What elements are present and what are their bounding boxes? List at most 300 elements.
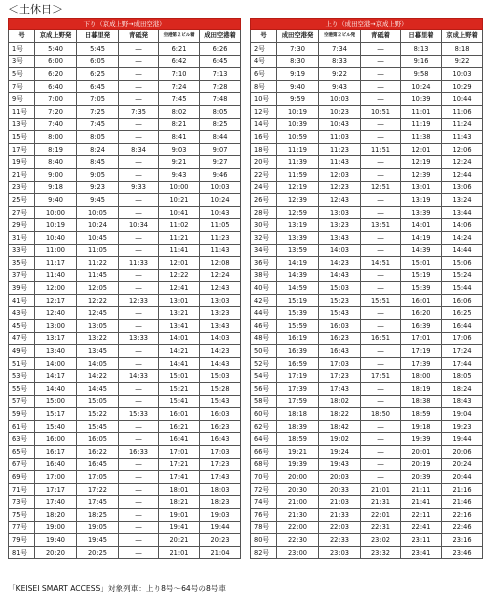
train-number: 54号 <box>251 370 277 383</box>
table-row <box>9 458 241 471</box>
time-cell: 17:45 <box>77 496 119 509</box>
time-cell: 18:22 <box>319 408 361 421</box>
time-cell: — <box>119 546 159 559</box>
time-cell: 20:44 <box>442 471 483 484</box>
time-cell: 16:05 <box>77 433 119 446</box>
time-cell: 22:00 <box>277 521 319 534</box>
time-cell: — <box>361 395 401 408</box>
time-cell: 10:24 <box>77 219 119 232</box>
table-row <box>251 521 483 534</box>
time-cell: 13:01 <box>401 181 442 194</box>
table-row <box>251 408 483 421</box>
train-number: 78号 <box>251 521 277 534</box>
time-cell: 11:05 <box>200 219 241 232</box>
time-cell: 22:46 <box>442 521 483 534</box>
time-cell: 16:01 <box>401 294 442 307</box>
page-heading: ＜土休日＞ <box>8 3 63 16</box>
time-cell: 6:40 <box>35 80 77 93</box>
train-number: 39号 <box>9 282 35 295</box>
time-cell: 9:58 <box>401 68 442 81</box>
train-number: 5号 <box>9 68 35 81</box>
time-cell: 19:45 <box>77 534 119 547</box>
time-cell: 6:21 <box>159 43 200 56</box>
time-cell: 14:23 <box>200 345 241 358</box>
table-row <box>9 332 241 345</box>
time-cell: 10:34 <box>119 219 159 232</box>
time-cell: 17:22 <box>77 483 119 496</box>
time-cell: 17:41 <box>159 471 200 484</box>
train-number: 9号 <box>9 93 35 106</box>
time-cell: — <box>119 43 159 56</box>
time-cell: 15:19 <box>277 294 319 307</box>
time-cell: 16:03 <box>200 408 241 421</box>
time-cell: 10:43 <box>200 206 241 219</box>
time-cell: — <box>361 118 401 131</box>
time-cell: 17:59 <box>277 395 319 408</box>
time-cell: 11:19 <box>401 118 442 131</box>
train-number: 40号 <box>251 282 277 295</box>
time-cell: 20:33 <box>319 483 361 496</box>
table-row <box>251 320 483 333</box>
time-cell: 7:20 <box>35 105 77 118</box>
time-cell: 17:43 <box>319 383 361 396</box>
time-cell: 9:18 <box>35 181 77 194</box>
time-cell: 7:45 <box>77 118 119 131</box>
time-cell: 10:39 <box>277 118 319 131</box>
time-cell: 11:19 <box>277 143 319 156</box>
table-row <box>9 357 241 370</box>
time-cell: 8:02 <box>159 105 200 118</box>
train-number: 8号 <box>251 80 277 93</box>
train-number: 31号 <box>9 231 35 244</box>
time-cell: — <box>361 156 401 169</box>
time-cell: 12:19 <box>401 156 442 169</box>
time-cell: 20:06 <box>442 446 483 459</box>
table-row <box>9 269 241 282</box>
train-number: 68号 <box>251 458 277 471</box>
time-cell: 12:19 <box>277 181 319 194</box>
table-row <box>9 471 241 484</box>
time-cell: 17:51 <box>361 370 401 383</box>
time-cell: 11:33 <box>119 257 159 270</box>
time-cell: 13:17 <box>35 332 77 345</box>
table-row <box>251 118 483 131</box>
table-row <box>9 131 241 144</box>
time-cell: — <box>361 80 401 93</box>
time-cell: — <box>119 168 159 181</box>
table-row <box>9 257 241 270</box>
time-cell: 16:43 <box>200 433 241 446</box>
time-cell: 15:39 <box>277 307 319 320</box>
time-cell: 17:23 <box>200 458 241 471</box>
train-number: 18号 <box>251 143 277 156</box>
train-number: 67号 <box>9 458 35 471</box>
table-row <box>251 420 483 433</box>
table-row <box>251 244 483 257</box>
time-cell: 14:24 <box>442 231 483 244</box>
timetable-down <box>8 18 241 559</box>
time-cell: 12:22 <box>77 294 119 307</box>
time-cell: 13:01 <box>159 294 200 307</box>
time-cell: 22:16 <box>442 508 483 521</box>
time-cell: — <box>361 420 401 433</box>
table-row <box>9 534 241 547</box>
table-row <box>9 420 241 433</box>
time-cell: 7:05 <box>77 93 119 106</box>
time-cell: 23:02 <box>361 534 401 547</box>
time-cell: 14:01 <box>401 219 442 232</box>
time-cell: 16:22 <box>77 446 119 459</box>
time-cell: 22:33 <box>319 534 361 547</box>
time-cell: — <box>119 244 159 257</box>
time-cell: 8:44 <box>200 131 241 144</box>
train-number: 69号 <box>9 471 35 484</box>
time-cell: 13:43 <box>319 231 361 244</box>
col-keisei-ueno-arr: 京成上野着 <box>442 30 483 43</box>
time-cell: 16:44 <box>442 320 483 333</box>
time-cell: 11:06 <box>442 105 483 118</box>
time-cell: 16:41 <box>159 433 200 446</box>
time-cell: 10:43 <box>319 118 361 131</box>
train-number: 1号 <box>9 43 35 56</box>
time-cell: 13:40 <box>35 345 77 358</box>
time-cell: 18:43 <box>442 395 483 408</box>
table-row <box>251 395 483 408</box>
time-cell: 13:05 <box>77 320 119 333</box>
time-cell: 8:00 <box>35 131 77 144</box>
column-header-row <box>9 30 241 43</box>
time-cell: — <box>119 345 159 358</box>
table-row <box>251 383 483 396</box>
table-row <box>9 206 241 219</box>
time-cell: 14:43 <box>319 269 361 282</box>
time-cell: 15:23 <box>319 294 361 307</box>
table-row <box>251 181 483 194</box>
time-cell: 21:00 <box>277 496 319 509</box>
table-row <box>251 483 483 496</box>
time-cell: 13:43 <box>200 320 241 333</box>
time-cell: 12:01 <box>401 143 442 156</box>
table-row <box>9 546 241 559</box>
table-row <box>9 68 241 81</box>
time-cell: 12:17 <box>35 294 77 307</box>
time-cell: 8:30 <box>277 55 319 68</box>
table-row <box>9 521 241 534</box>
time-cell: 12:44 <box>442 168 483 181</box>
time-cell: 20:39 <box>401 471 442 484</box>
time-cell: 12:43 <box>319 194 361 207</box>
time-cell: 10:05 <box>77 206 119 219</box>
time-cell: 10:39 <box>401 93 442 106</box>
time-cell: 17:19 <box>401 345 442 358</box>
time-cell: 15:40 <box>35 420 77 433</box>
time-cell: 22:30 <box>277 534 319 547</box>
time-cell: 13:19 <box>401 194 442 207</box>
time-cell: 9:40 <box>277 80 319 93</box>
time-cell: — <box>119 420 159 433</box>
time-cell: 20:20 <box>35 546 77 559</box>
train-number: 48号 <box>251 332 277 345</box>
table-row <box>251 534 483 547</box>
time-cell: 13:24 <box>442 194 483 207</box>
time-cell: 15:44 <box>442 282 483 295</box>
time-cell: 11:01 <box>401 105 442 118</box>
time-cell: 7:45 <box>159 93 200 106</box>
time-cell: — <box>119 458 159 471</box>
train-number: 76号 <box>251 508 277 521</box>
time-cell: 22:03 <box>319 521 361 534</box>
train-number: 26号 <box>251 194 277 207</box>
time-cell: 12:39 <box>401 168 442 181</box>
time-cell: — <box>361 244 401 257</box>
time-cell: 11:59 <box>277 168 319 181</box>
time-cell: 14:44 <box>442 244 483 257</box>
time-cell: 20:00 <box>277 471 319 484</box>
train-number: 33号 <box>9 244 35 257</box>
time-cell: 14:51 <box>361 257 401 270</box>
time-cell: 11:39 <box>277 156 319 169</box>
time-cell: 8:24 <box>77 143 119 156</box>
time-cell: — <box>119 231 159 244</box>
time-cell: 23:46 <box>442 546 483 559</box>
time-cell: 18:59 <box>277 433 319 446</box>
train-number: 56号 <box>251 383 277 396</box>
train-number: 4号 <box>251 55 277 68</box>
table-row <box>9 194 241 207</box>
train-number: 70号 <box>251 471 277 484</box>
time-cell: 13:44 <box>442 206 483 219</box>
time-cell: 21:16 <box>442 483 483 496</box>
time-cell: 15:19 <box>401 269 442 282</box>
time-cell: 15:39 <box>401 282 442 295</box>
time-cell: 10:03 <box>442 68 483 81</box>
time-cell: 17:40 <box>35 496 77 509</box>
time-cell: 19:43 <box>319 458 361 471</box>
train-number: 12号 <box>251 105 277 118</box>
time-cell: 17:05 <box>77 471 119 484</box>
table-row <box>9 496 241 509</box>
train-number: 62号 <box>251 420 277 433</box>
time-cell: 10:51 <box>361 105 401 118</box>
time-cell: 8:33 <box>319 55 361 68</box>
time-cell: 11:43 <box>442 131 483 144</box>
time-cell: 10:03 <box>200 181 241 194</box>
time-cell: 15:17 <box>35 408 77 421</box>
time-cell: 7:34 <box>319 43 361 56</box>
time-cell: 7:24 <box>159 80 200 93</box>
time-cell: — <box>361 471 401 484</box>
time-cell: 14:21 <box>159 345 200 358</box>
time-cell: 18:25 <box>77 508 119 521</box>
table-row <box>9 370 241 383</box>
time-cell: 23:11 <box>401 534 442 547</box>
timetable-up <box>250 18 483 559</box>
time-cell: 21:03 <box>319 496 361 509</box>
time-cell: 17:39 <box>277 383 319 396</box>
train-number: 24号 <box>251 181 277 194</box>
col-train-number: 号 <box>9 30 35 43</box>
time-cell: 6:45 <box>200 55 241 68</box>
train-number: 37号 <box>9 269 35 282</box>
time-cell: 12:05 <box>77 282 119 295</box>
time-cell: 9:00 <box>35 168 77 181</box>
time-cell: 6:05 <box>77 55 119 68</box>
train-number: 14号 <box>251 118 277 131</box>
time-cell: 11:05 <box>77 244 119 257</box>
time-cell: 10:00 <box>159 181 200 194</box>
time-cell: 17:17 <box>35 483 77 496</box>
time-cell: 14:01 <box>159 332 200 345</box>
table-row <box>251 43 483 56</box>
time-cell: 21:33 <box>319 508 361 521</box>
time-cell: 14:45 <box>77 383 119 396</box>
time-cell: 14:59 <box>277 282 319 295</box>
train-number: 57号 <box>9 395 35 408</box>
table-row <box>9 181 241 194</box>
time-cell: 18:00 <box>401 370 442 383</box>
time-cell: 14:19 <box>401 231 442 244</box>
time-cell: 16:17 <box>35 446 77 459</box>
time-cell: 9:23 <box>77 181 119 194</box>
time-cell: 11:40 <box>35 269 77 282</box>
time-cell: 10:03 <box>319 93 361 106</box>
time-cell: 9:07 <box>200 143 241 156</box>
time-cell: — <box>119 55 159 68</box>
time-cell: 16:21 <box>159 420 200 433</box>
train-number: 42号 <box>251 294 277 307</box>
train-number: 71号 <box>9 483 35 496</box>
table-row <box>251 156 483 169</box>
time-cell: 9:43 <box>159 168 200 181</box>
time-cell: 16:43 <box>319 345 361 358</box>
time-cell: 12:08 <box>200 257 241 270</box>
time-cell: — <box>119 68 159 81</box>
table-row <box>9 55 241 68</box>
time-cell: 12:24 <box>200 269 241 282</box>
time-cell: — <box>119 496 159 509</box>
table-row <box>251 471 483 484</box>
time-cell: 11:22 <box>77 257 119 270</box>
train-number: 52号 <box>251 357 277 370</box>
time-cell: 14:22 <box>77 370 119 383</box>
time-cell: 19:24 <box>319 446 361 459</box>
table-row <box>251 546 483 559</box>
time-cell: 11:17 <box>35 257 77 270</box>
time-cell: 15:43 <box>200 395 241 408</box>
time-cell: 12:40 <box>35 307 77 320</box>
time-cell: 11:24 <box>442 118 483 131</box>
time-cell: 14:03 <box>319 244 361 257</box>
time-cell: 16:40 <box>35 458 77 471</box>
time-cell: 17:00 <box>35 471 77 484</box>
time-cell: 15:33 <box>119 408 159 421</box>
time-cell: 13:45 <box>77 345 119 358</box>
time-cell: 23:16 <box>442 534 483 547</box>
time-cell: — <box>361 194 401 207</box>
table-row <box>251 68 483 81</box>
time-cell: 9:22 <box>319 68 361 81</box>
time-cell: 17:03 <box>200 446 241 459</box>
time-cell: 12:00 <box>35 282 77 295</box>
train-number: 21号 <box>9 168 35 181</box>
time-cell: 16:45 <box>77 458 119 471</box>
table-row <box>9 408 241 421</box>
train-number: 60号 <box>251 408 277 421</box>
time-cell: 10:24 <box>401 80 442 93</box>
train-number: 27号 <box>9 206 35 219</box>
time-cell: 16:00 <box>35 433 77 446</box>
time-cell: 20:03 <box>319 471 361 484</box>
train-number: 28号 <box>251 206 277 219</box>
time-cell: 7:13 <box>200 68 241 81</box>
time-cell: 10:23 <box>319 105 361 118</box>
time-cell: 10:19 <box>35 219 77 232</box>
time-cell: — <box>361 131 401 144</box>
table-row <box>251 508 483 521</box>
time-cell: 13:03 <box>200 294 241 307</box>
time-cell: 16:25 <box>442 307 483 320</box>
time-cell: — <box>119 307 159 320</box>
time-cell: 6:42 <box>159 55 200 68</box>
time-cell: 15:00 <box>35 395 77 408</box>
table-row <box>251 307 483 320</box>
time-cell: — <box>119 282 159 295</box>
time-cell: 18:23 <box>200 496 241 509</box>
time-cell: 14:41 <box>159 357 200 370</box>
time-cell: 15:41 <box>159 395 200 408</box>
table-row <box>9 483 241 496</box>
time-cell: 16:23 <box>200 420 241 433</box>
time-cell: 18:42 <box>319 420 361 433</box>
train-number: 32号 <box>251 231 277 244</box>
time-cell: 15:43 <box>319 307 361 320</box>
column-header-row <box>251 30 483 43</box>
time-cell: — <box>119 194 159 207</box>
table-row <box>9 446 241 459</box>
train-number: 46号 <box>251 320 277 333</box>
train-number: 77号 <box>9 521 35 534</box>
table-row <box>251 143 483 156</box>
train-number: 65号 <box>9 446 35 459</box>
train-number: 23号 <box>9 181 35 194</box>
time-cell: — <box>119 357 159 370</box>
table-row <box>251 282 483 295</box>
table-row <box>251 131 483 144</box>
time-cell: — <box>361 383 401 396</box>
time-cell: — <box>119 118 159 131</box>
time-cell: 18:21 <box>159 496 200 509</box>
time-cell: 17:24 <box>442 345 483 358</box>
time-cell: 18:03 <box>200 483 241 496</box>
time-cell: 16:20 <box>401 307 442 320</box>
time-cell: 8:45 <box>77 156 119 169</box>
time-cell: — <box>119 433 159 446</box>
time-cell: 14:39 <box>277 269 319 282</box>
time-cell: 16:03 <box>319 320 361 333</box>
time-cell: 14:40 <box>35 383 77 396</box>
time-cell: 20:24 <box>442 458 483 471</box>
time-cell: 22:41 <box>401 521 442 534</box>
time-cell: 12:41 <box>159 282 200 295</box>
time-cell: — <box>119 521 159 534</box>
time-cell: 13:51 <box>361 219 401 232</box>
table-row <box>251 294 483 307</box>
time-cell: 23:41 <box>401 546 442 559</box>
time-cell: 16:39 <box>277 345 319 358</box>
time-cell: — <box>119 80 159 93</box>
time-cell: 11:00 <box>35 244 77 257</box>
time-cell: 20:19 <box>401 458 442 471</box>
